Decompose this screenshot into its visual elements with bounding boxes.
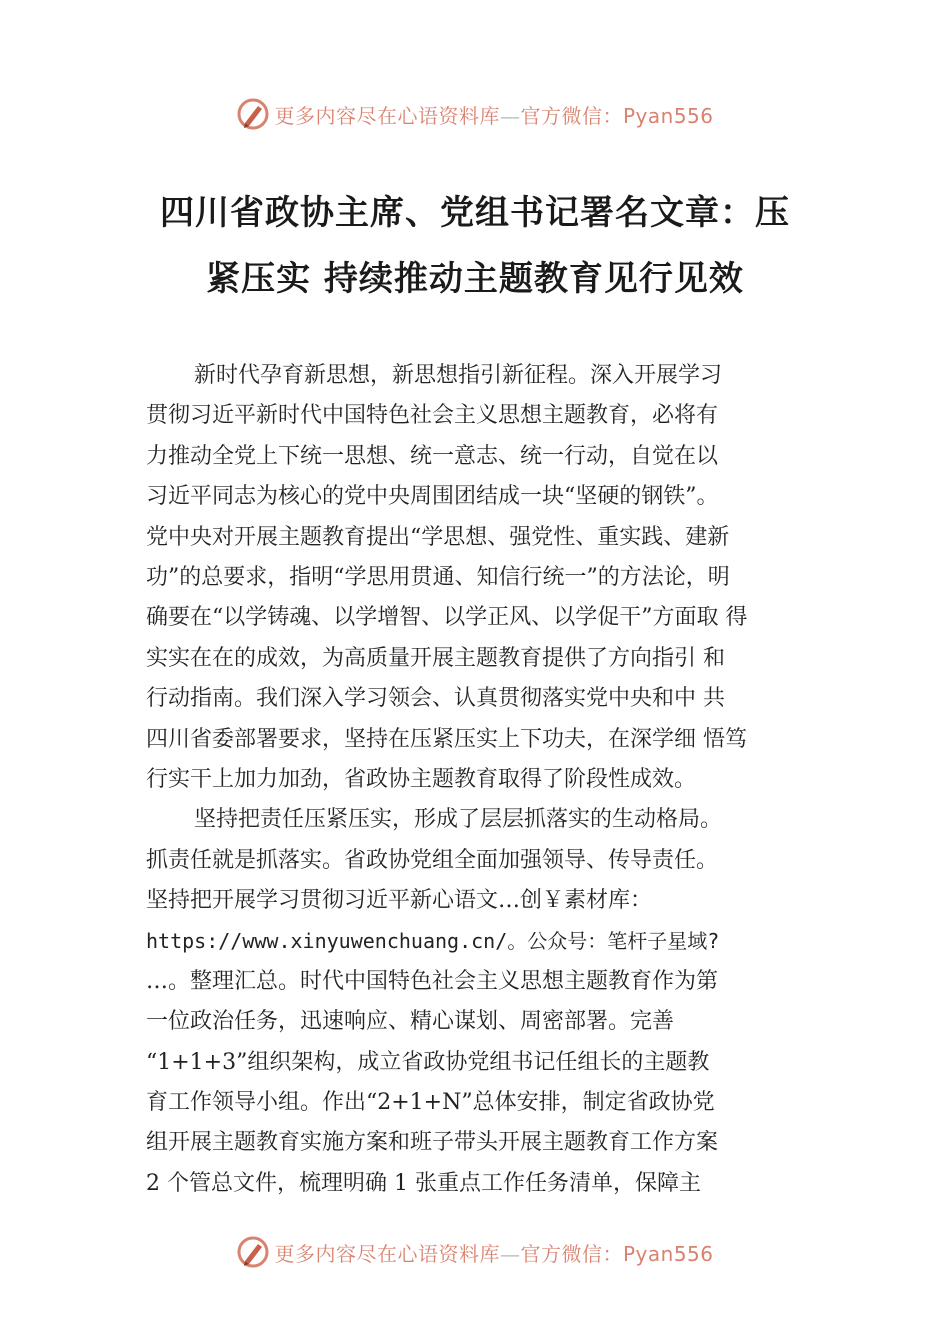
- body-line: 功”的总要求，指明“学思用贯通、知信行统一”的方法论，明: [146, 564, 730, 590]
- watermark-dash: —: [499, 103, 521, 128]
- header-watermark: [0, 94, 950, 134]
- footer-watermark: [0, 1232, 950, 1272]
- document-title: [140, 180, 810, 312]
- title-line-2: 紧压实 持续推动主题教育见行见效: [206, 259, 744, 299]
- body-line: 坚持把责任压紧压实，形成了层层抓落实的生动格局。: [194, 807, 723, 833]
- body-line: …。整理汇总。时代中国特色社会主义思想主题教育作为第: [146, 968, 719, 994]
- body-line: 坚持把开展学习贯彻习近平新心语文…创￥素材库：: [146, 888, 653, 914]
- document-body: [146, 356, 836, 1204]
- body-line: 力推动全党上下统一思想、统一意志、统一行动，自觉在以: [146, 443, 719, 469]
- body-line: 组开展主题教育实施方案和班子带头开展主题教育工作方案: [146, 1130, 719, 1156]
- body-line: 实实在在的成效，为高质量开展主题教育提供了方向指引 和: [146, 645, 725, 671]
- body-line-url: https://www.xinyuwenchuang.cn/。公众号：笔杆子星域?: [146, 929, 720, 954]
- body-line: 新时代孕育新思想，新思想指引新征程。深入开展学习: [194, 363, 723, 388]
- body-line: 一位政治任务，迅速响应、精心谋划、周密部署。完善: [146, 1009, 675, 1035]
- watermark-main-text: 更多内容尽在心语资料库: [274, 1241, 500, 1266]
- watermark-dash: —: [499, 1241, 521, 1266]
- body-line: 行实干上加力加劲，省政协主题教育取得了阶段性成效。: [146, 766, 697, 792]
- body-line: 确要在“以学铸魂、以学增智、以学正风、以学促干”方面取 得: [146, 605, 748, 631]
- body-line: 党中央对开展主题教育提出“学思想、强党性、重实践、建新: [146, 524, 730, 550]
- body-line: 四川省委部署要求，坚持在压紧压实上下功夫，在深学细 悟笃: [146, 726, 747, 752]
- body-line: 育工作领导小组。作出“2+1+N”总体安排，制定省政协党: [146, 1090, 715, 1116]
- pen-logo-icon: [236, 97, 270, 131]
- body-line: 习近平同志为核心的党中央周围团结成一块“坚硬的钢铁”。: [146, 484, 719, 510]
- watermark-id: Pyan556: [622, 1241, 714, 1266]
- pen-logo-icon: [236, 1235, 270, 1269]
- watermark-label: 官方微信：: [520, 1241, 623, 1266]
- body-line: 行动指南。我们深入学习领会、认真贯彻落实党中央和中 共: [146, 686, 725, 712]
- body-line: 抓责任就是抓落实。省政协党组全面加强领导、传导责任。: [146, 847, 719, 873]
- title-line-1: 四川省政协主席、党组书记署名文章：压: [160, 193, 790, 233]
- body-line: “1+1+3”组织架构，成立省政协党组书记任组长的主题教: [146, 1049, 710, 1075]
- watermark-label: 官方微信：: [520, 103, 623, 128]
- watermark-id: Pyan556: [622, 103, 714, 128]
- watermark-main-text: 更多内容尽在心语资料库: [274, 103, 500, 128]
- body-line: 贯彻习近平新时代中国特色社会主义思想主题教育，必将有: [146, 403, 719, 429]
- body-line: 2 个管总文件，梳理明确 1 张重点工作任务清单，保障主: [146, 1170, 701, 1196]
